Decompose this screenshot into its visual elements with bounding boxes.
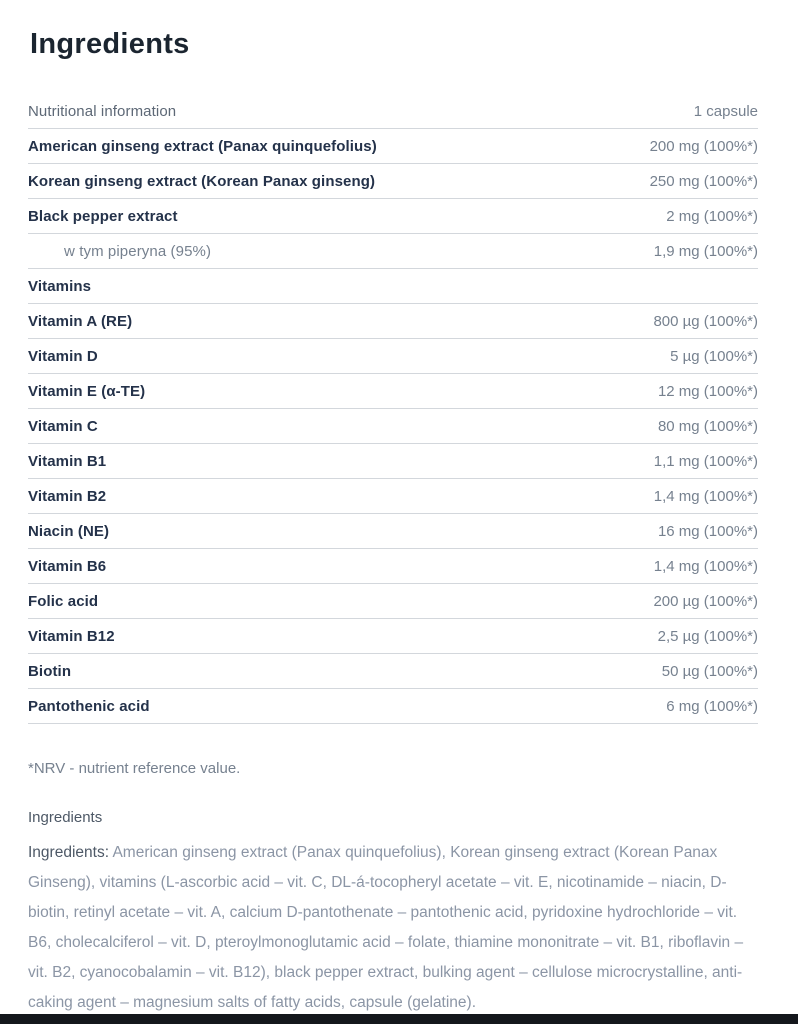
page-title: Ingredients: [30, 28, 190, 60]
row-value: 12 mg (100%*): [657, 382, 758, 400]
row-value: 200 µg (100%*): [653, 592, 758, 610]
table-row: [28, 479, 758, 514]
row-value: 200 mg (100%*): [649, 137, 758, 155]
table-row: [28, 549, 758, 584]
table-row: [28, 584, 758, 619]
table-row: [28, 199, 758, 234]
ingredients-paragraph-text: American ginseng extract (Panax quinquefolius), Korean ginseng extract (Korean Panax Ginseng), vitamins (L-ascorbic acid – vit. C, DL-á-tocopheryl acetate – vit. E, nicotinamide – niacin, D-biotin, retinyl acetate – vit. A, calcium D-pantothenate – pantothenic acid, pyridoxine hydrochloride – vit. B6, cholecalciferol – vit. D, pteroylmonoglutamic acid – folate, thiamine mononitrate – vit. B1, riboflavin – vit. B2, cyanocobalamin – vit. B12), black pepper extract, bulking agent – cellulose microcrystalline, anti-caking agent – magnesium salts of fatty acids, capsule (gelatine).: [28, 844, 744, 1011]
row-label: Vitamin A (RE): [28, 312, 133, 330]
row-value: 5 µg (100%*): [670, 347, 758, 365]
table-row: [28, 304, 758, 339]
row-label: Vitamin B12: [28, 627, 115, 645]
table-row: [28, 514, 758, 549]
nutrition-table: [28, 94, 758, 724]
row-value: 800 µg (100%*): [653, 312, 758, 330]
table-row: [28, 339, 758, 374]
table-row: [28, 654, 758, 689]
table-header-label: Nutritional information: [28, 102, 177, 120]
row-label: Black pepper extract: [28, 207, 178, 225]
row-value: 1,4 mg (100%*): [653, 487, 758, 505]
table-row: [28, 444, 758, 479]
table-row: [28, 234, 758, 269]
row-value: 250 mg (100%*): [649, 172, 758, 190]
row-label: Niacin (NE): [28, 522, 110, 540]
row-value: 1,1 mg (100%*): [653, 452, 758, 470]
table-row: [28, 129, 758, 164]
table-header-value: 1 capsule: [693, 102, 758, 120]
ingredients-paragraph-label: Ingredients:: [28, 844, 109, 861]
row-label: Biotin: [28, 662, 72, 680]
row-value: 2,5 µg (100%*): [657, 627, 758, 645]
row-label: Korean ginseng extract (Korean Panax ginseng): [28, 172, 376, 190]
row-value: 1,9 mg (100%*): [653, 242, 758, 260]
row-label: Folic acid: [28, 592, 99, 610]
row-value: 1,4 mg (100%*): [653, 557, 758, 575]
row-value: 80 mg (100%*): [657, 417, 758, 435]
row-label: w tym piperyna (95%): [64, 242, 212, 260]
ingredients-paragraph: [28, 838, 758, 1018]
row-label: Vitamin E (α-TE): [28, 382, 146, 400]
row-value: 50 µg (100%*): [661, 662, 758, 680]
table-row: [28, 689, 758, 724]
table-row: [28, 409, 758, 444]
row-label: Vitamin C: [28, 417, 98, 435]
nrv-footnote: *NRV - nutrient reference value.: [28, 760, 241, 777]
row-label: American ginseng extract (Panax quinquefolius): [28, 137, 377, 155]
table-rows: [28, 129, 758, 724]
row-label: Vitamin B1: [28, 452, 107, 470]
ingredients-subheading: Ingredients: [28, 809, 103, 826]
row-label: Vitamin B2: [28, 487, 107, 505]
table-header-row: [28, 94, 758, 129]
row-label: Vitamin B6: [28, 557, 107, 575]
table-row: [28, 619, 758, 654]
row-label: Vitamin D: [28, 347, 98, 365]
footer-bar: [0, 1014, 798, 1024]
row-value: 2 mg (100%*): [666, 207, 758, 225]
table-row: [28, 269, 758, 304]
row-value: 6 mg (100%*): [666, 697, 758, 715]
row-label: Vitamins: [28, 277, 92, 295]
row-value: 16 mg (100%*): [657, 522, 758, 540]
row-label: Pantothenic acid: [28, 697, 150, 715]
table-row: [28, 164, 758, 199]
table-row: [28, 374, 758, 409]
